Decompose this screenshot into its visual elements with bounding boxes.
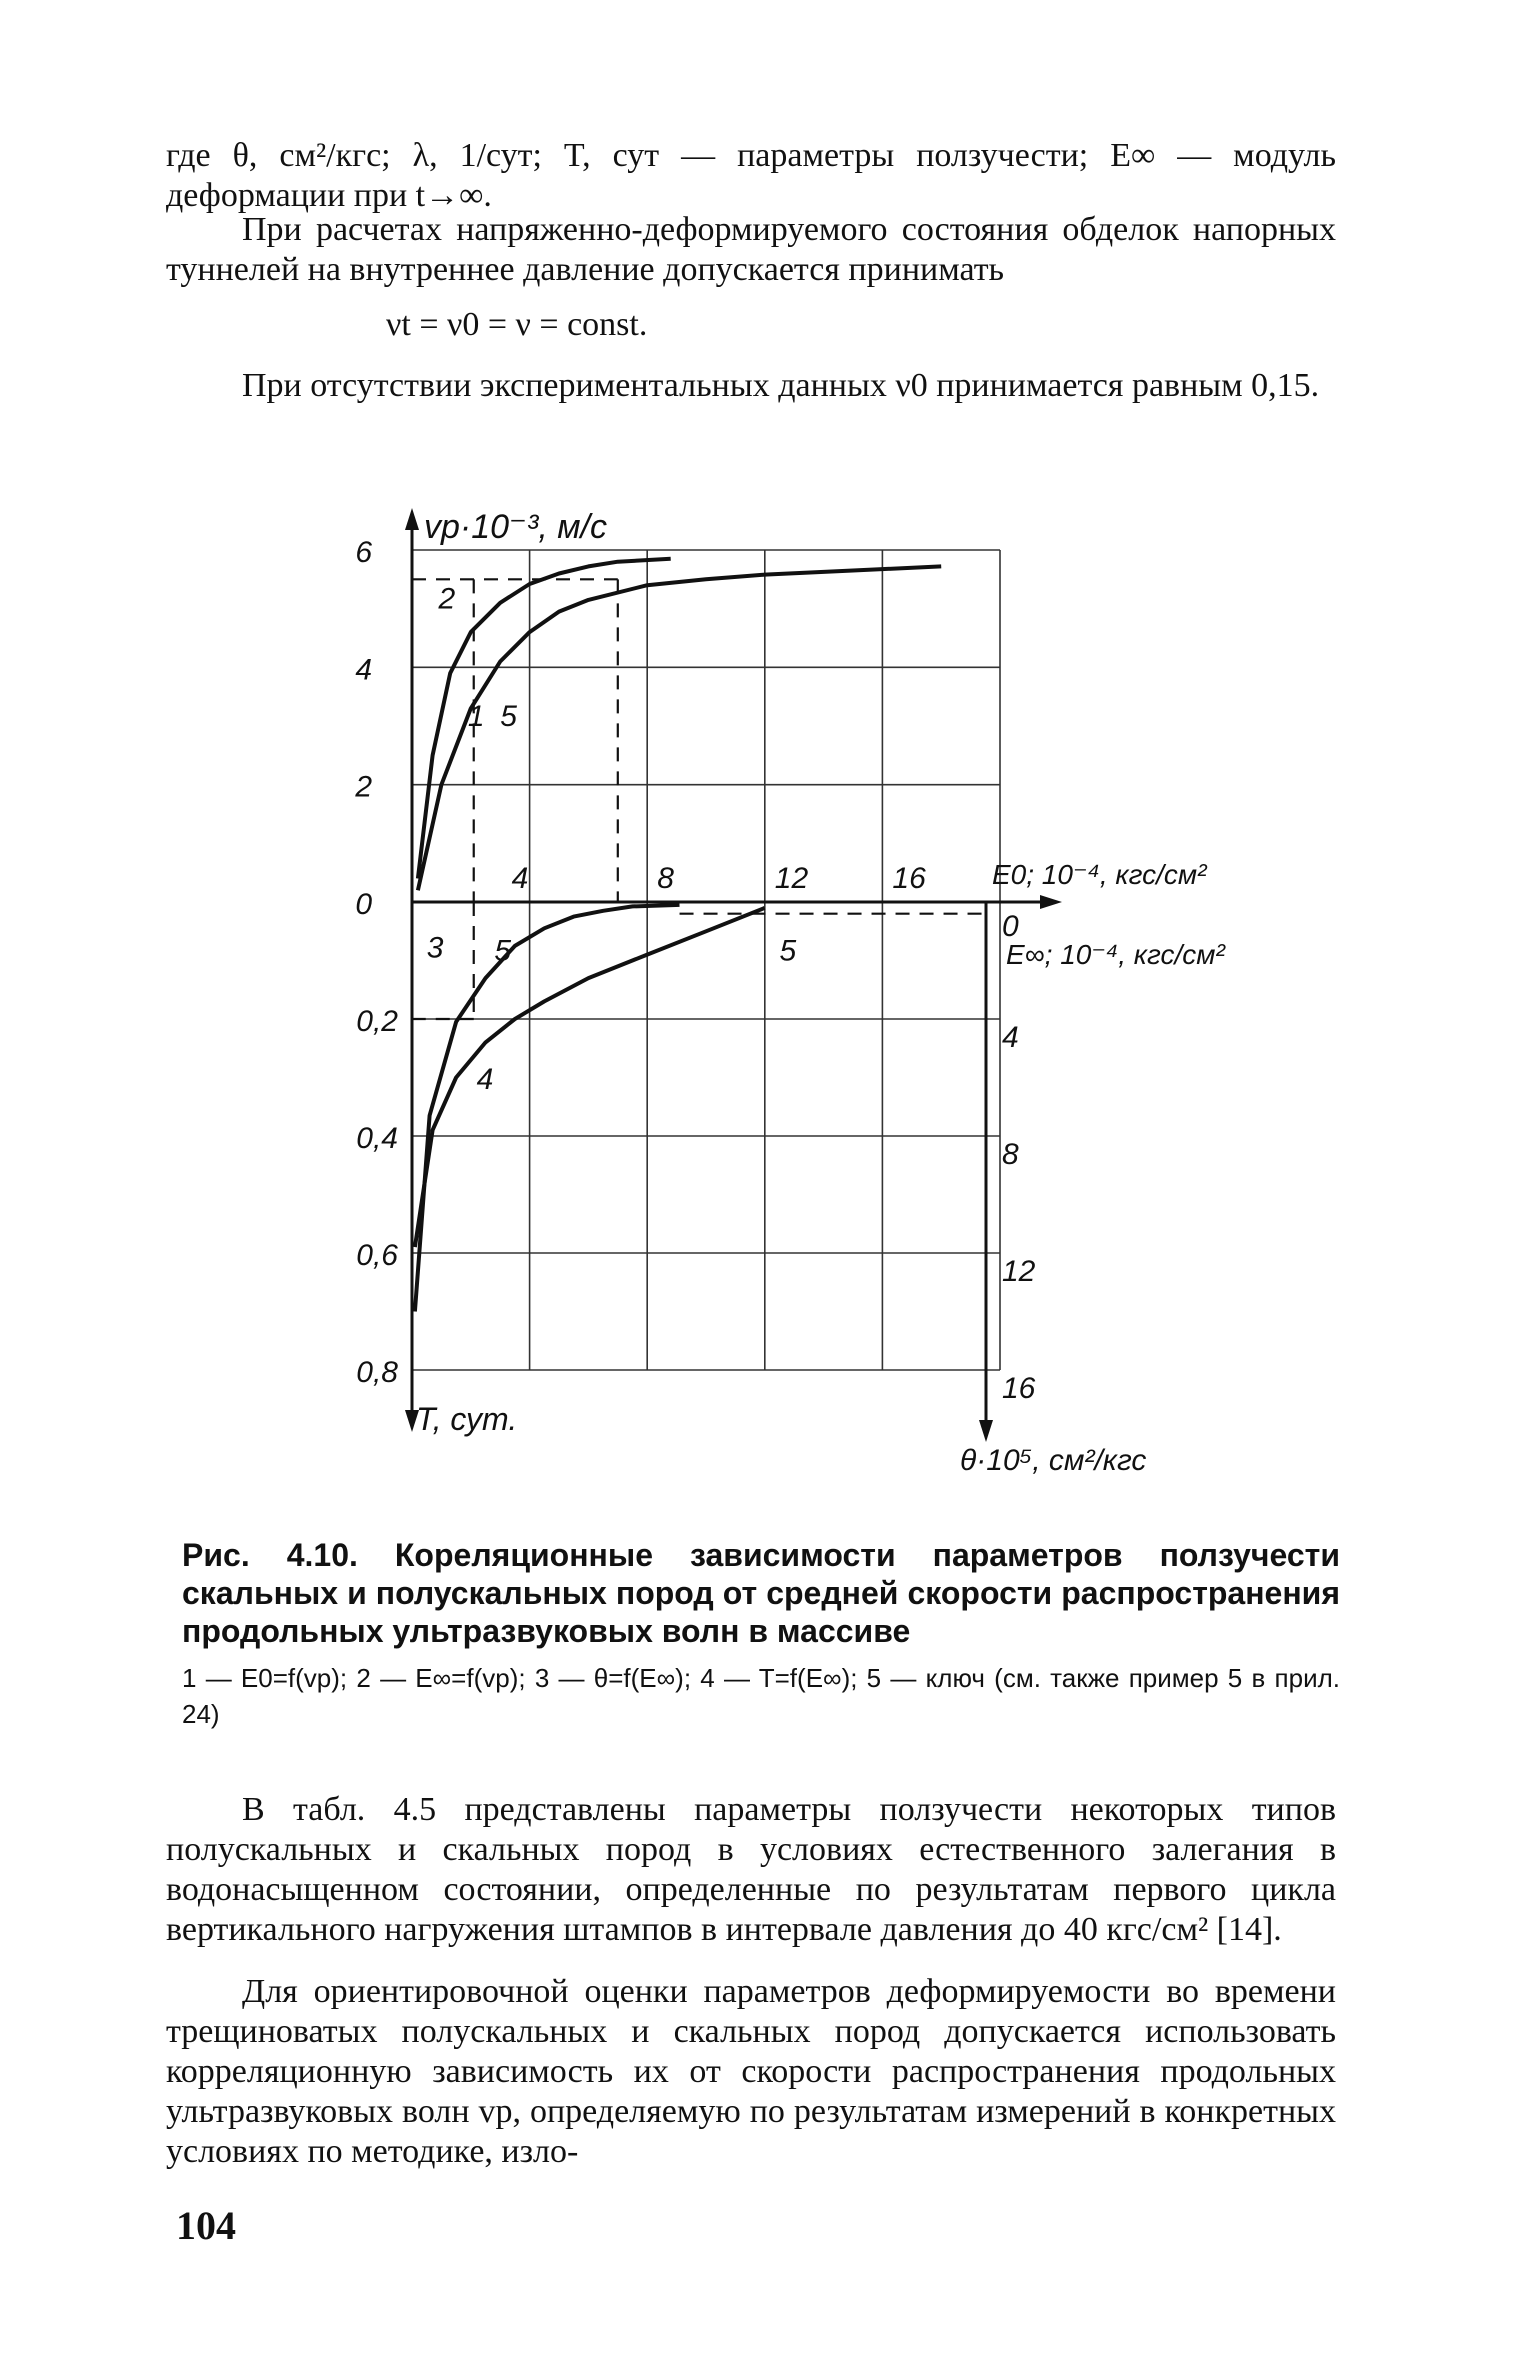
x-tick-label: 12 bbox=[774, 862, 809, 895]
y-tick-label: 2 bbox=[355, 770, 372, 804]
curve-label-1: 1 bbox=[467, 700, 485, 733]
theta-tick-label: 16 bbox=[1002, 1372, 1036, 1405]
theta-tick-label: 0 bbox=[1002, 910, 1019, 943]
T-tick-label: 0,8 bbox=[356, 1356, 398, 1389]
curve-label-3: 3 bbox=[426, 931, 444, 965]
T-tick-label: 0,2 bbox=[356, 1005, 398, 1038]
equation-poisson: νt = ν0 = ν = const. bbox=[386, 306, 648, 343]
y-tick-label: 6 bbox=[355, 536, 372, 569]
T-tick-label: 0,4 bbox=[356, 1122, 398, 1155]
figure-4-10 bbox=[0, 490, 1536, 1500]
figure-caption-title: Рис. 4.10. Кореляционные зависимости параметров ползучести скальных и полускальных пород от средней скорости распространения продольных ультразвуковых волн в массиве bbox=[182, 1537, 1340, 1649]
paragraph-stress-state: При расчетах напряженно-деформируемого состояния обделок напорных туннелей на внутреннее давление допускается принимать bbox=[166, 211, 1336, 288]
theta-tick-label: 8 bbox=[1002, 1138, 1019, 1171]
x-axis-arrow bbox=[1040, 895, 1062, 909]
curve-label-5: 5 bbox=[494, 934, 512, 968]
paragraph-ultrasonic: Для ориентировочной оценки параметров деформируемости во времени трещиноватых полускальных и скальных пород допускается использовать корреляционную зависимость их от скорости распространения продольных ультразвуковых волн vр, определяемую по результатам измерений в конкретных условиях по методике, изло- bbox=[166, 1973, 1336, 2170]
curve-label-2: 2 bbox=[438, 582, 456, 616]
paragraph-table-4-5: В табл. 4.5 представлены параметры ползучести некоторых типов полускальных и скальных пород в условиях естественного залегания в водонасыщенном состоянии, определенные по результатам первого цикла вертикального нагружения штампов в интервале давления до 40 кгс/см² [14]. bbox=[166, 1791, 1336, 1948]
y-axis-label: vр·10⁻³, м/с bbox=[424, 508, 607, 546]
curve-label-5: 5 bbox=[500, 700, 517, 733]
curve-label-4: 4 bbox=[476, 1063, 494, 1097]
lower-x-axis-label: E∞; 10⁻⁴, кгс/см² bbox=[1006, 939, 1225, 970]
page-number: 104 bbox=[176, 2203, 236, 2248]
theta-tick-label: 4 bbox=[1002, 1021, 1019, 1054]
paragraph-creep-params: где θ, см²/кгс; λ, 1/сут; T, сут — параметры ползучести; E∞ — модуль деформации при t→∞. bbox=[166, 137, 1336, 214]
curve-1 bbox=[418, 566, 941, 890]
T-axis-label: T, сут. bbox=[416, 1401, 518, 1437]
y-tick-label: 4 bbox=[355, 653, 372, 687]
x-tick-label: 16 bbox=[892, 862, 926, 895]
y-tick-label: 0 bbox=[355, 888, 372, 921]
theta-axis-label: θ·10⁵, см²/кгс bbox=[960, 1444, 1147, 1477]
y-axis-arrow-up bbox=[405, 508, 419, 530]
theta-axis-arrow bbox=[979, 1420, 993, 1442]
chart-svg bbox=[0, 490, 1536, 1500]
x-axis-label: E0; 10⁻⁴, кгс/см² bbox=[992, 859, 1207, 890]
curve-2 bbox=[418, 559, 671, 879]
figure-caption-legend: 1 — E0=f(vр); 2 — E∞=f(vр); 3 — θ=f(E∞); 4 — T=f(E∞); 5 — ключ (см. также пример 5 в прил. 24) bbox=[182, 1663, 1340, 1729]
curve-label-5: 5 bbox=[779, 934, 797, 968]
T-tick-label: 0,6 bbox=[356, 1239, 398, 1272]
x-tick-label: 8 bbox=[657, 862, 674, 895]
curve-3 bbox=[415, 905, 680, 1312]
paragraph-default-nu: При отсутствии экспериментальных данных ν0 принимается равным 0,15. bbox=[242, 367, 1320, 404]
curve-4 bbox=[415, 908, 765, 1247]
x-tick-label: 4 bbox=[511, 862, 529, 895]
theta-tick-label: 12 bbox=[1002, 1255, 1036, 1288]
